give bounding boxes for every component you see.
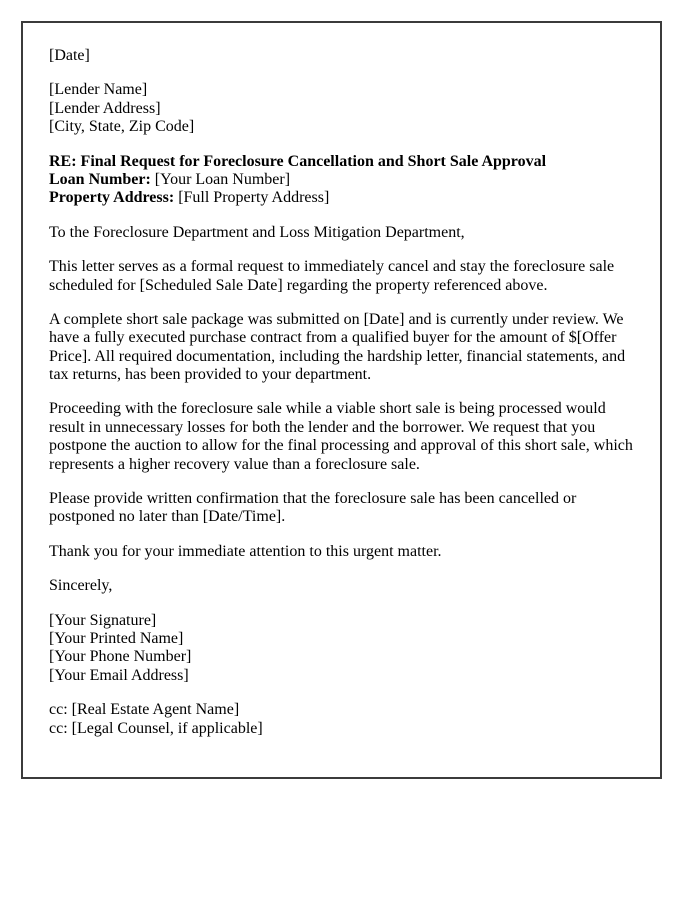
lender-name: [Lender Name] bbox=[49, 81, 148, 99]
letter-document bbox=[21, 21, 662, 779]
date-line: [Date] bbox=[49, 47, 90, 64]
body-paragraph-5: Thank you for your immediate attention to this urgent matter. bbox=[49, 542, 442, 560]
cc-block bbox=[49, 701, 634, 738]
phone-line: [Your Phone Number] bbox=[49, 648, 192, 666]
signature-block bbox=[49, 612, 634, 686]
email-line: [Your Email Address] bbox=[49, 666, 189, 684]
cc-line-2: cc: [Legal Counsel, if applicable] bbox=[49, 719, 263, 737]
salutation: To the Foreclosure Department and Loss Mitigation Department, bbox=[49, 223, 465, 241]
property-address-line bbox=[49, 189, 634, 207]
loan-number-label: Loan Number: bbox=[49, 170, 151, 188]
closing: Sincerely, bbox=[49, 577, 113, 595]
subject-re-line: RE: Final Request for Foreclosure Cancellation and Short Sale Approval bbox=[49, 152, 547, 170]
signature-line: [Your Signature] bbox=[49, 611, 157, 629]
body-paragraph-1: This letter serves as a formal request to immediately cancel and stay the foreclosure sale scheduled for [Scheduled Sale Date] regarding the property referenced above. bbox=[49, 258, 615, 294]
body-paragraph-3: Proceeding with the foreclosure sale while a viable short sale is being processed would result in unnecessary losses for both the lender and the borrower. We request that you postpone the auction to allow for the final processing and approval of this short sale, which represents a higher recovery value than a foreclosure sale. bbox=[49, 400, 633, 473]
property-address-value: [Full Property Address] bbox=[174, 189, 330, 207]
loan-number-line bbox=[49, 171, 634, 189]
loan-number-value: [Your Loan Number] bbox=[150, 170, 291, 188]
body-paragraph-4: Please provide written confirmation that the foreclosure sale has been cancelled or postponed no later than [Date/Time]. bbox=[49, 490, 577, 526]
lender-city-state-zip: [City, State, Zip Code] bbox=[49, 118, 195, 136]
lender-address: [Lender Address] bbox=[49, 99, 161, 117]
subject-block bbox=[49, 153, 634, 208]
body-paragraph-2: A complete short sale package was submitted on [Date] and is currently under review. We have a fully executed purchase contract from a qualified buyer for the amount of $[Offer Price]. All required documentation, including the hardship letter, financial statements, and tax returns, has been provided to your department. bbox=[49, 310, 626, 384]
printed-name-line: [Your Printed Name] bbox=[49, 629, 184, 647]
cc-line-1: cc: [Real Estate Agent Name] bbox=[49, 701, 240, 719]
lender-address-block bbox=[49, 81, 634, 136]
property-address-label: Property Address: bbox=[49, 189, 175, 207]
